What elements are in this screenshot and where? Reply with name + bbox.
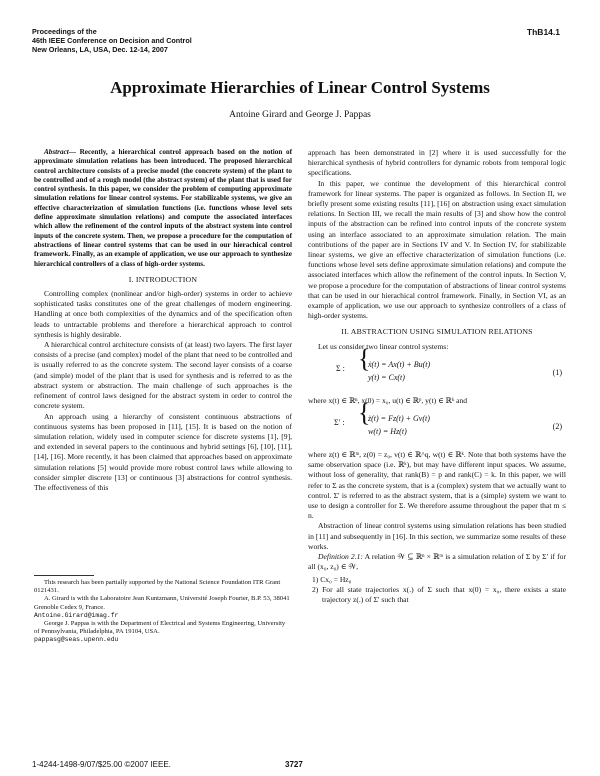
isbn-footer: 1-4244-1498-9/07/$25.00 ©2007 IEEE. [32, 760, 171, 769]
eq2-body [358, 398, 430, 438]
intro-paragraph-1: Controlling complex (nonlinear and/or high-order) systems in order to achieve sophisticated tasks constitutes one of the great challenges of modern engineering. Handling at once both complexities of the dynamics and of the specification often leads to untractable problems and therefore a hierarchical approach to control synthesis is highly desirable. [34, 289, 292, 339]
proceedings-header [32, 27, 192, 54]
section-heading-introduction: I. INTRODUCTION [128, 274, 198, 284]
intro-paragraph-2: A hierarchical control architecture consists of (at least) two layers. The first layer consists of a precise (and complex) model of the plant that need to be controlled and is usually referred to as the concrete system. The second layer consists of a coarse (and simple) model of the plant that is used for synthesis and is referred to as the abstract system or abstraction. The main challenge of such approaches is the refinement of control laws designed for the abstract system in order to control the concrete system. [34, 340, 292, 411]
header-line1: Proceedings of the [32, 27, 97, 36]
condition-2: 2) For all state trajectories x(.) of Σ such that x(0) = x₀, there exists a state trajectory z(.) of Σ′ such that [312, 584, 566, 604]
where-clause-1: where x(t) ∈ ℝⁿ, x(0) = x₀, u(t) ∈ ℝᵖ, y(t) ∈ ℝᵏ and [308, 395, 468, 405]
definition-label: Definition 2.1: [318, 552, 363, 562]
email-link-girard[interactable]: Antoine.Girard@imag.fr [34, 611, 119, 619]
eq1-line1: ẋ(t) = Ax(t) + Bu(t) [368, 359, 431, 369]
page-number: 3727 [285, 760, 303, 769]
abstract-text: — Recently, a hierarchical control approach based on the notion of approximate simulation relations has been introduced. The proposed hierarchical control architecture consists of a precise model (the concrete system) of the plant to be controlled and of a rough model (the abstract system) of the plant that is used for control synthesis. In this paper, we consider the problem of computing approximate simulation relations for linear control systems. For stabilizable systems, we give an effective characterization of simulation functions (i.e. functions whose level sets define approximate simulation relations) and compute the associated interfaces which allow the refinement of the control inputs of the abstract system into control inputs of the concrete system. Then, we propose a procedure for the computation of abstractions of linear control systems that can be used in our hierachical control framework. Finally, as an example of application, we use our approach to synthesize hierarchical controllers of a class of high-order systems. [34, 148, 292, 268]
abstract [34, 148, 292, 269]
abstraction-paragraph: Abstraction of linear control systems using simulation relations has been studied in [11] and subsequently in [16]. In this section, we summarize some results of these works. [308, 521, 566, 551]
footnote-author1-text: A. Girard is with the Laboratoire Jean Kuntzmann, Université Joseph Fourier, B.P. 53, 38041 Grenoble Cedex 9, France. [34, 595, 290, 611]
section2-intro: Let us consider two linear control systems: [318, 341, 449, 351]
right-paragraph-0: approach has been demonstrated in [2] where it is used successfully for the hierarchical synthesis of hybrid controllers for dynamic robots from temporal logic specifications. [308, 148, 566, 178]
eq2-line2: w(t) = Hz(t) [368, 427, 407, 437]
left-column [34, 148, 292, 493]
abstract-label: Abstract [44, 148, 69, 156]
eq2-number: (2) [552, 422, 562, 432]
eq1-name: Σ : [336, 363, 345, 373]
eq2-name: Σ′ : [334, 418, 345, 428]
footnote-divider [34, 575, 94, 576]
eq1-body [358, 343, 431, 384]
eq1-number: (1) [552, 367, 562, 377]
header-line2: 46th IEEE Conference on Decision and Control [32, 36, 192, 45]
footnotes [34, 575, 292, 645]
header-line3: New Orleans, LA, USA, Dec. 12-14, 2007 [32, 45, 168, 54]
right-column [308, 148, 566, 605]
right-paragraph-1: In this paper, we continue the development of this hierarchical control framework for linear systems. The paper is organized as follows. In Section II, we briefly present some existing results [11], [16] on abstraction using exact simulation relations. In Section III, we recall the main results of [3] and show how the control inputs of the abstraction can be refined into control inputs of the concrete system using an interface associated to an approximate simulation relation. The main contributions of the paper are in Sections IV and V. In Section IV, for stabilizable linear systems, we give an effective characterization of simulation functions (i.e. functions whose level sets define approximate simulation relations) and compute the associated interfaces which allow the refinement of the control inputs. In Section V, we propose a procedure for the computation of abstractions of linear control systems that can be used in our hierachical control framework. Finally, in Section VI, as an example of application, we use our approach to synthesize controllers of a class of high-order systems. [308, 178, 566, 321]
intro-paragraph-3: An approach using a hierarchy of consistent continuous abstractions of continuous systems has been proposed in [11], [15]. It is based on the notion of simulation relation, widely used in computer science for discrete systems [1], [9], and extended in several papers to the continuous and hybrid settings [6], [10], [11], [14], [16]. More recently, it has been claimed that approaches based on approximate simulation relations [5] would provide more robust control laws while allowing to consider simpler discrete [13] or continuous [3] abstractions for control synthesis. The effectiveness of this [34, 411, 292, 492]
eq2-brace: { [358, 398, 371, 428]
eq2-line1: ż(t) = Fz(t) + Gv(t) [368, 414, 430, 424]
email-link-pappas[interactable]: pappasg@seas.upenn.edu [34, 636, 119, 644]
paper-title: Approximate Hierarchies of Linear Control Systems [110, 78, 490, 97]
paper-authors: Antoine Girard and George J. Pappas [229, 110, 371, 120]
footnote-author2-text: George J. Pappas is with the Department of Electrical and Systems Engineering, University of Pennsylvania, Philadelphia, PA 19104, USA. [34, 620, 286, 636]
footnote-funding: This research has been partially supported by the National Science Foundation ITR Grant 0121431. [34, 579, 281, 595]
definition-conditions [308, 575, 566, 606]
eq1-line2: y(t) = Cx(t) [368, 372, 405, 382]
definition-2-1 [308, 552, 566, 572]
footnote-author2 [34, 620, 292, 645]
session-tag: ThB14.1 [526, 27, 560, 37]
where-clause-2: where z(t) ∈ ℝᵐ, z(0) = z₀, v(t) ∈ ℝ^q, w(t) ∈ ℝᵏ. Note that both systems have the same observation space (i.e. ℝᵏ), but may have different input spaces. We assume, without loss of generality, that rank(B) = p and rank(C) = k. In this paper, we will refer to Σ as the concrete system, that is a (complex) system that we actually want to control. Σ′ is referred to as the abstract system, that is a (simple) system we want to use to design a controller for Σ. We therefore assume throughout the paper that m ≤ n. [308, 450, 566, 521]
footnote-author1 [34, 595, 292, 620]
condition-1: 1) Cx₀ = Hz₀ [312, 574, 352, 584]
eq1-brace: { [358, 343, 371, 373]
definition-text: A relation 𝒲 ⊆ ℝⁿ × ℝᵐ is a simulation relation of Σ by Σ′ if for all (x₀, z₀) ∈ 𝒲, [308, 552, 566, 572]
section-heading-abstraction: II. ABSTRACTION USING SIMULATION RELATIONS [341, 327, 533, 337]
